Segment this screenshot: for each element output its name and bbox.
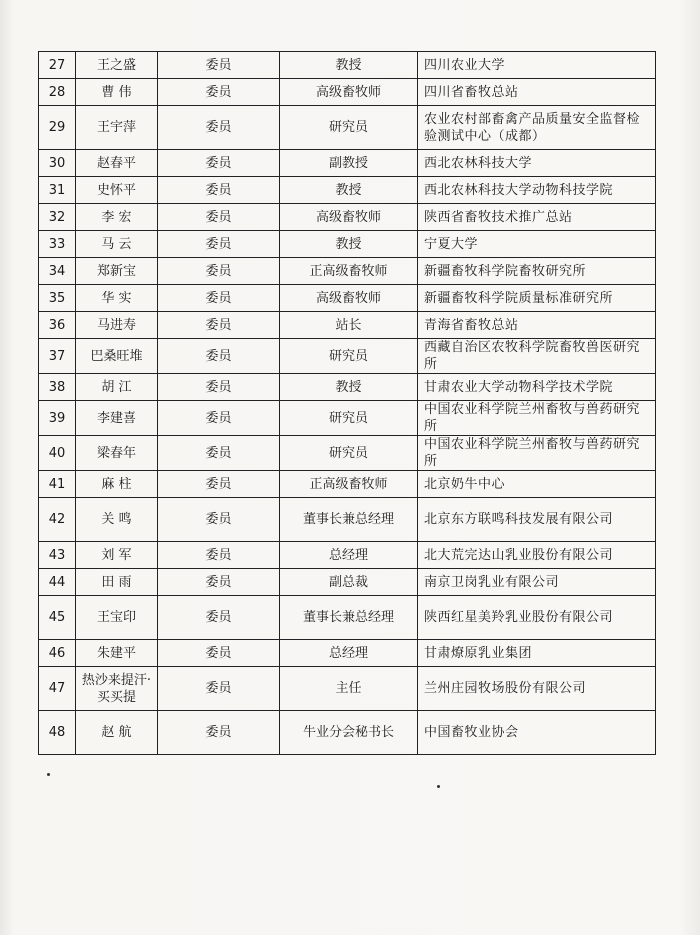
table-row — [39, 285, 656, 312]
member-name: 刘 军 — [76, 542, 158, 569]
member-title: 高级畜牧师 — [280, 79, 418, 106]
member-name: 田 雨 — [76, 569, 158, 596]
member-role: 委员 — [158, 177, 280, 204]
member-role: 委员 — [158, 150, 280, 177]
member-name: 华 实 — [76, 285, 158, 312]
member-role: 委员 — [158, 569, 280, 596]
member-organization: 西藏自治区农牧科学院畜牧兽医研究所 — [418, 339, 656, 374]
member-title: 副教授 — [280, 150, 418, 177]
member-role: 委员 — [158, 436, 280, 471]
member-title: 总经理 — [280, 542, 418, 569]
member-title: 研究员 — [280, 401, 418, 436]
member-name: 李建喜 — [76, 401, 158, 436]
row-number: 43 — [39, 542, 76, 569]
table-row — [39, 667, 656, 711]
table-row — [39, 339, 656, 374]
table-row — [39, 52, 656, 79]
member-name: 赵 航 — [76, 711, 158, 755]
member-role: 委员 — [158, 312, 280, 339]
member-name: 王宝印 — [76, 596, 158, 640]
member-title: 研究员 — [280, 106, 418, 150]
member-organization: 南京卫岗乳业有限公司 — [418, 569, 656, 596]
member-role: 委员 — [158, 339, 280, 374]
member-name: 李 宏 — [76, 204, 158, 231]
table-row — [39, 542, 656, 569]
row-number: 41 — [39, 471, 76, 498]
speck-mark — [47, 773, 50, 776]
member-organization: 农业农村部畜禽产品质量安全监督检验测试中心（成都） — [418, 106, 656, 150]
row-number: 45 — [39, 596, 76, 640]
row-number: 44 — [39, 569, 76, 596]
table-row — [39, 204, 656, 231]
row-number: 34 — [39, 258, 76, 285]
table-row — [39, 106, 656, 150]
member-name: 郑新宝 — [76, 258, 158, 285]
row-number: 32 — [39, 204, 76, 231]
table-row — [39, 177, 656, 204]
member-organization: 新疆畜牧科学院畜牧研究所 — [418, 258, 656, 285]
table-row — [39, 498, 656, 542]
member-name: 巴桑旺堆 — [76, 339, 158, 374]
member-organization: 西北农林科技大学 — [418, 150, 656, 177]
table-row — [39, 640, 656, 667]
member-title: 正高级畜牧师 — [280, 258, 418, 285]
member-title: 总经理 — [280, 640, 418, 667]
table-row — [39, 79, 656, 106]
member-name: 曹 伟 — [76, 79, 158, 106]
member-organization: 宁夏大学 — [418, 231, 656, 258]
member-title: 董事长兼总经理 — [280, 498, 418, 542]
member-table-body — [39, 52, 656, 755]
table-row — [39, 436, 656, 471]
member-name: 梁春年 — [76, 436, 158, 471]
member-title: 牛业分会秘书长 — [280, 711, 418, 755]
member-title: 站长 — [280, 312, 418, 339]
member-title: 董事长兼总经理 — [280, 596, 418, 640]
member-role: 委员 — [158, 231, 280, 258]
member-organization: 中国农业科学院兰州畜牧与兽药研究所 — [418, 436, 656, 471]
row-number: 36 — [39, 312, 76, 339]
member-organization: 青海省畜牧总站 — [418, 312, 656, 339]
table-row — [39, 374, 656, 401]
member-name: 王宇萍 — [76, 106, 158, 150]
table-row — [39, 258, 656, 285]
member-title: 教授 — [280, 231, 418, 258]
member-title: 教授 — [280, 177, 418, 204]
member-role: 委员 — [158, 374, 280, 401]
row-number: 35 — [39, 285, 76, 312]
member-title: 主任 — [280, 667, 418, 711]
member-organization: 北京奶牛中心 — [418, 471, 656, 498]
member-name: 麻 柱 — [76, 471, 158, 498]
member-organization: 甘肃农业大学动物科学技术学院 — [418, 374, 656, 401]
member-role: 委员 — [158, 667, 280, 711]
member-role: 委员 — [158, 79, 280, 106]
table-row — [39, 312, 656, 339]
member-organization: 北大荒完达山乳业股份有限公司 — [418, 542, 656, 569]
table-row — [39, 401, 656, 436]
row-number: 30 — [39, 150, 76, 177]
member-title: 教授 — [280, 374, 418, 401]
row-number: 40 — [39, 436, 76, 471]
member-role: 委员 — [158, 52, 280, 79]
member-name: 胡 江 — [76, 374, 158, 401]
member-organization: 西北农林科技大学动物科技学院 — [418, 177, 656, 204]
member-organization: 北京东方联鸣科技发展有限公司 — [418, 498, 656, 542]
member-role: 委员 — [158, 640, 280, 667]
table-row — [39, 150, 656, 177]
member-organization: 陕西省畜牧技术推广总站 — [418, 204, 656, 231]
member-name: 马 云 — [76, 231, 158, 258]
row-number: 37 — [39, 339, 76, 374]
member-name: 朱建平 — [76, 640, 158, 667]
member-name: 马进寿 — [76, 312, 158, 339]
member-organization: 中国农业科学院兰州畜牧与兽药研究所 — [418, 401, 656, 436]
member-organization: 新疆畜牧科学院质量标准研究所 — [418, 285, 656, 312]
member-title: 研究员 — [280, 436, 418, 471]
member-role: 委员 — [158, 711, 280, 755]
member-role: 委员 — [158, 498, 280, 542]
member-role: 委员 — [158, 471, 280, 498]
row-number: 29 — [39, 106, 76, 150]
member-title: 高级畜牧师 — [280, 285, 418, 312]
row-number: 27 — [39, 52, 76, 79]
member-title: 副总裁 — [280, 569, 418, 596]
member-organization: 兰州庄园牧场股份有限公司 — [418, 667, 656, 711]
member-title: 研究员 — [280, 339, 418, 374]
row-number: 28 — [39, 79, 76, 106]
table-row — [39, 711, 656, 755]
member-title: 高级畜牧师 — [280, 204, 418, 231]
member-organization: 甘肃燎原乳业集团 — [418, 640, 656, 667]
member-role: 委员 — [158, 258, 280, 285]
member-title: 教授 — [280, 52, 418, 79]
member-title: 正高级畜牧师 — [280, 471, 418, 498]
member-role: 委员 — [158, 285, 280, 312]
member-role: 委员 — [158, 596, 280, 640]
member-role: 委员 — [158, 204, 280, 231]
table-row — [39, 471, 656, 498]
row-number: 33 — [39, 231, 76, 258]
member-name: 热沙来提汗·买买提 — [76, 667, 158, 711]
table-row — [39, 231, 656, 258]
table-row — [39, 569, 656, 596]
member-name: 赵春平 — [76, 150, 158, 177]
member-table — [38, 51, 656, 755]
member-organization: 中国畜牧业协会 — [418, 711, 656, 755]
member-name: 史怀平 — [76, 177, 158, 204]
table-row — [39, 596, 656, 640]
row-number: 42 — [39, 498, 76, 542]
speck-mark — [437, 785, 440, 788]
row-number: 38 — [39, 374, 76, 401]
member-role: 委员 — [158, 106, 280, 150]
member-organization: 陕西红星美羚乳业股份有限公司 — [418, 596, 656, 640]
row-number: 47 — [39, 667, 76, 711]
member-organization: 四川农业大学 — [418, 52, 656, 79]
row-number: 39 — [39, 401, 76, 436]
member-role: 委员 — [158, 401, 280, 436]
member-organization: 四川省畜牧总站 — [418, 79, 656, 106]
row-number: 46 — [39, 640, 76, 667]
member-role: 委员 — [158, 542, 280, 569]
member-name: 关 鸣 — [76, 498, 158, 542]
row-number: 31 — [39, 177, 76, 204]
row-number: 48 — [39, 711, 76, 755]
member-name: 王之盛 — [76, 52, 158, 79]
